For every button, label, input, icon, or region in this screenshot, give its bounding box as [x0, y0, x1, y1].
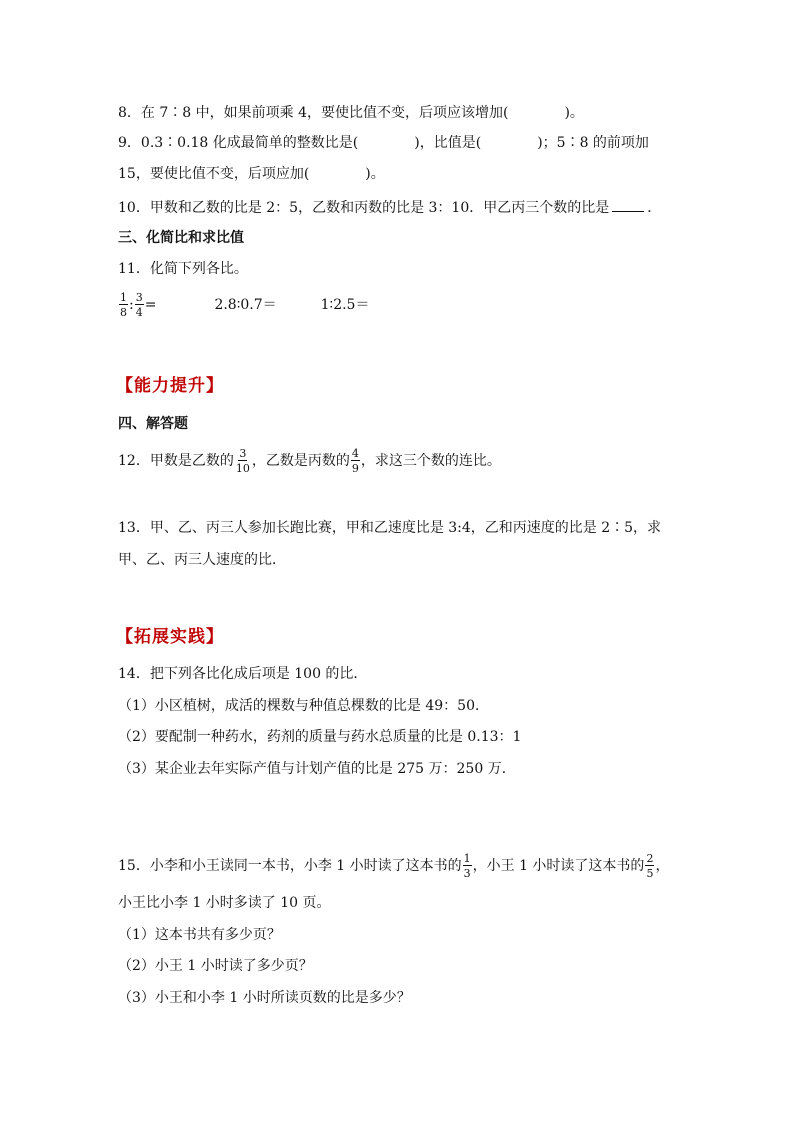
question-9-text: 15，要使比值不变，后项应加( — [118, 166, 310, 182]
answer-underline — [612, 197, 644, 212]
section-3-heading: 三、化简比和求比值 — [118, 230, 244, 246]
question-8-text: 8．在 7∶8 中，如果前项乘 4，要使比值不变，后项应该增加( — [118, 105, 509, 121]
question-15-item: （1）这本书共有多少页？ — [118, 927, 281, 943]
question-10 — [118, 197, 661, 218]
question-9-line-1 — [118, 133, 649, 153]
question-11-prompt: 11．化简下列各比。 — [118, 261, 248, 277]
fraction: $\frac{3}{10}$ — [235, 447, 250, 475]
fraction: $\frac{1}{3}$ — [463, 852, 471, 880]
question-14-prompt: 14．把下列各比化成后项是 100 的比． — [118, 666, 368, 682]
fraction: $\frac{3}{4}$ — [135, 291, 143, 319]
question-9-text: )，比值是( — [414, 135, 482, 151]
expression-2: 2.8∶0.7＝ — [214, 297, 277, 313]
question-14-item: （2）要配制一种药水，药剂的质量与药水总质量的比是 0.13：1 — [118, 729, 522, 745]
question-15-item: （2）小王 1 小时读了多少页？ — [118, 958, 313, 974]
question-14-item: （1）小区植树，成活的棵数与种值总棵数的比是 49：50． — [118, 698, 489, 714]
question-10-text: 10．甲数和乙数的比是 2：5，乙数和丙数的比是 3：10．甲乙丙三个数的比是 — [118, 200, 610, 216]
question-14-item: （3）某企业去年实际产值与计划产值的比是 275 万：250 万． — [118, 761, 516, 777]
ability-improve-heading: 【能力提升】 — [116, 376, 224, 396]
question-11-expressions: $\frac{1}{8}$ : $\frac{3}{4}$ = 2.8∶0.7＝ 1∶2.5＝ — [120, 291, 370, 319]
section-4-heading: 四、解答题 — [118, 416, 188, 432]
question-9-text: 9．0.3∶0.18 化成最简单的整数比是( — [118, 135, 359, 151]
fraction: $\frac{4}{9}$ — [351, 447, 359, 475]
question-8 — [118, 103, 584, 123]
expand-practice-heading: 【拓展实践】 — [116, 627, 224, 647]
question-10-text-end: ． — [647, 200, 662, 216]
question-12: 12．甲数是乙数的 $\frac{3}{10}$ ，乙数是丙数的 $\frac{4}{9}$ ，求这三个数的连比。 — [118, 447, 501, 475]
fraction: $\frac{1}{8}$ — [120, 291, 127, 319]
question-8-text-end: )。 — [564, 105, 584, 121]
expression-3: 1∶2.5＝ — [320, 297, 370, 313]
question-15-item: （3）小王和小李 1 小时所读页数的比是多少？ — [118, 990, 411, 1006]
question-9-line-2 — [118, 164, 385, 184]
fraction: $\frac{2}{5}$ — [646, 852, 654, 880]
question-13-line-2: 甲、乙、丙三人速度的比． — [118, 552, 286, 568]
question-15-line-1: 15．小李和小王读同一本书，小李 1 小时读了这本书的 $\frac{1}{3}$ ，小王 1 小时读了这本书的 $\frac{2}{5}$ ， — [118, 852, 670, 880]
question-13-line-1: 13．甲、乙、丙三人参加长跑比赛，甲和乙速度比是 3:4，乙和丙速度的比是 2∶5，求 — [118, 520, 662, 536]
question-9-text-end: )。 — [365, 166, 385, 182]
worksheet-page — [118, 0, 678, 1123]
question-9-text: )；5∶8 的前项加 — [537, 135, 649, 151]
question-15-line-2: 小王比小李 1 小时多读了 10 页。 — [118, 895, 331, 911]
